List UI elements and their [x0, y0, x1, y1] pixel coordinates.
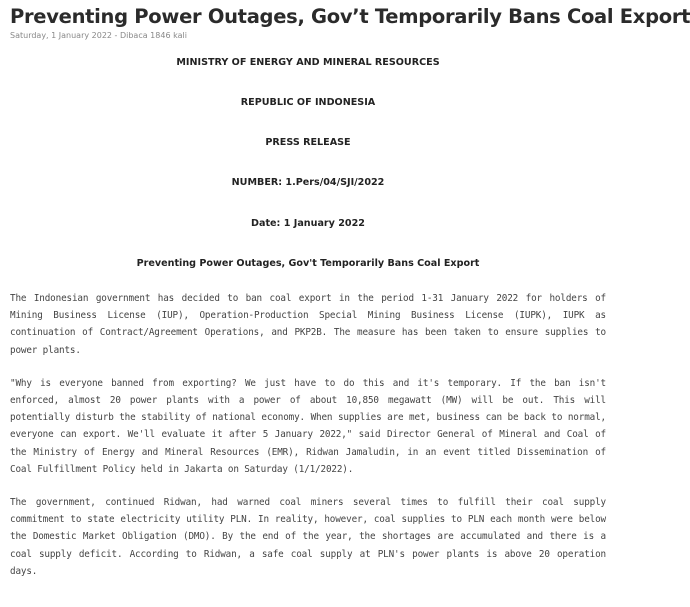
body-paragraph-3: The government, continued Ridwan, had warned coal miners several times to fulfill their coal supply commitment to state electricity utility PLN. In reality, however, coal supplies to PLN each month were below the Domestic Market Obligation (DMO). By the end of the year, the shortages are accumulated and there is a coal supply deficit. According to Ridwan, a safe coal supply at PLN's power plants is above 20 operation days. [10, 497, 606, 577]
article-title: Preventing Power Outages, Gov’t Temporarily Bans Coal Export [10, 5, 690, 28]
article-meta: Saturday, 1 January 2022 - Dibaca 1846 kali [10, 31, 187, 40]
release-title: Preventing Power Outages, Gov't Temporarily Bans Coal Export [136, 258, 480, 269]
ministry-heading: MINISTRY OF ENERGY AND MINERAL RESOURCES [176, 57, 440, 68]
body-paragraph-1: The Indonesian government has decided to ban coal export in the period 1-31 January 2022 for holders of Mining Business License (IUP), Operation-Production Special Mining Business License (IUPK), IUPK as continuation of Contract/Agreement Operations, and PKP2B. The measure has been taken to ensure supplies to power plants. [10, 293, 606, 356]
press-release-heading: PRESS RELEASE [265, 137, 351, 148]
release-date: Date: 1 January 2022 [251, 218, 365, 229]
body-paragraph-2: "Why is everyone banned from exporting? We just have to do this and it's temporary. If the ban isn't enforced, almost 20 power plants with a power of about 10,850 megawatt (MW) will be out. This will potentially disturb the stability of national economy. When supplies are met, business can be back to normal, everyone can export. We'll evaluate it after 5 January 2022," said Director General of Mineral and Coal of the Ministry of Energy and Mineral Resources (EMR), Ridwan Jamaludin, in an event titled Dissemination of Coal Fulfillment Policy held in Jakarta on Saturday (1/1/2022). [10, 377, 606, 475]
release-number: NUMBER: 1.Pers/04/SJI/2022 [231, 177, 385, 188]
republic-heading: REPUBLIC OF INDONESIA [240, 97, 376, 108]
